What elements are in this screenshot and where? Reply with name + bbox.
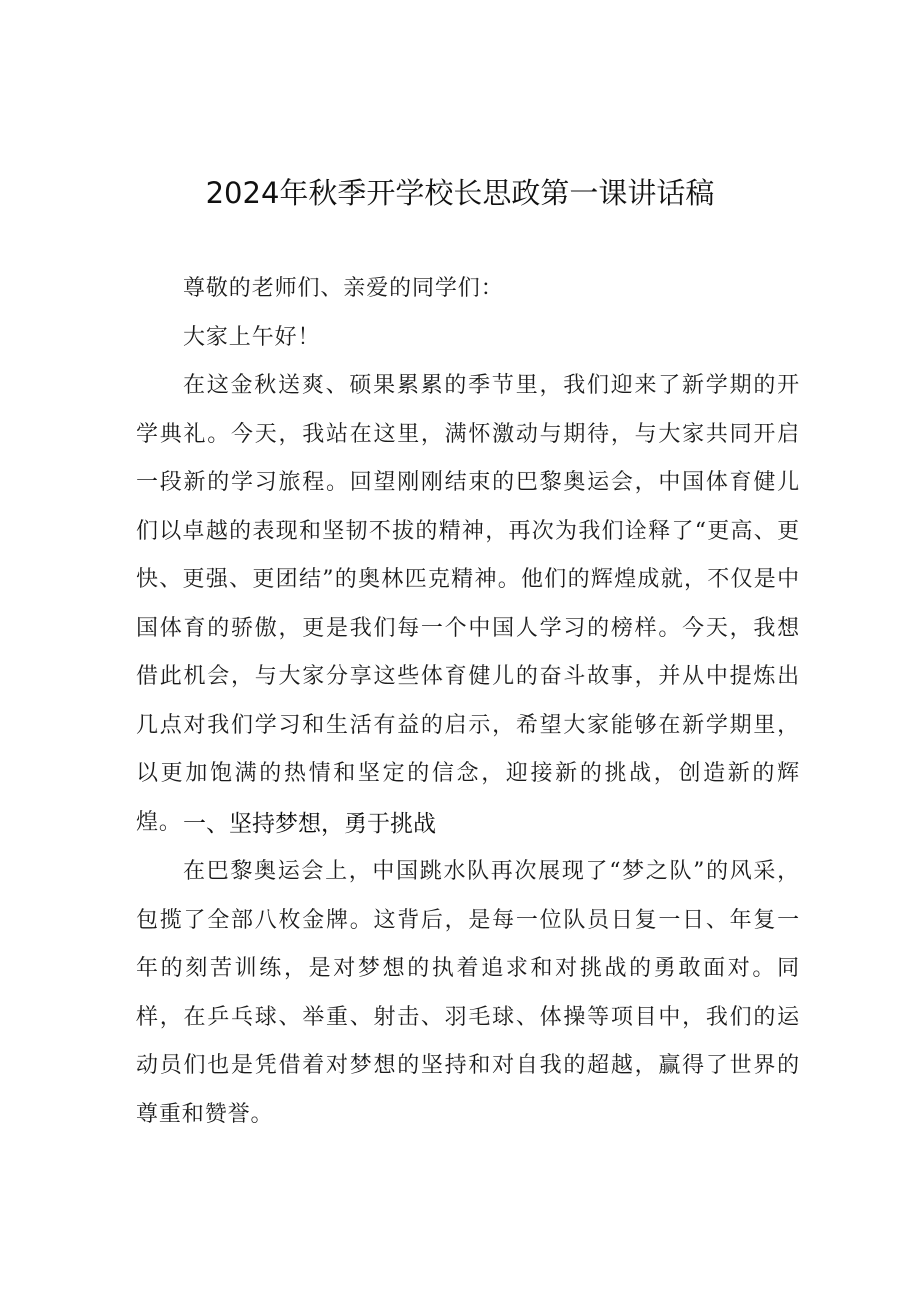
greeting: 大家上午好！ xyxy=(183,324,321,350)
salutation: 尊敬的老师们、亲爱的同学们： xyxy=(183,276,504,301)
opening-block xyxy=(136,265,800,847)
document-title: 2024年秋季开学校长思政第一课讲话稿 xyxy=(205,176,715,210)
intro-paragraph: 在这金秋送爽、硕果累累的季节里，我们迎来了新学期的开学典礼。今天，我站在这里，满怀激动与期待，与大家共同开启一段新的学习旅程。回望刚刚结束的巴黎奥运会，中国体育健儿们以卓越的表现和坚韧不拔的精神，再次为我们诠释了“更高、更快、更强、更团结”的奥林匹克精神。他们的辉煌成就，不仅是中国体育的骄傲，更是我们每一个中国人学习的榜样。今天，我想借此机会，与大家分享这些体育健儿的奋斗故事，并从中提炼出几点对我们学习和生活有益的启示，希望大家能够在新学期里，以更加饱满的热情和坚定的信念，迎接新的挑战，创造新的辉煌。 xyxy=(136,373,800,835)
section-1-block xyxy=(136,848,800,1139)
section-1-paragraph: 在巴黎奥运会上，中国跳水队再次展现了“梦之队”的风采，包揽了全部八枚金牌。这背后，是每一位队员日复一日、年复一年的刻苦训练，是对梦想的执着追求和对挑战的勇敢面对。同样，在乒乓球、举重、射击、羽毛球、体操等项目中，我们的运动员们也是凭借着对梦想的坚持和对自我的超越，赢得了世界的尊重和赞誉。 xyxy=(136,859,800,1127)
section-heading-1: 一、坚持梦想，勇于挑战 xyxy=(183,811,436,837)
